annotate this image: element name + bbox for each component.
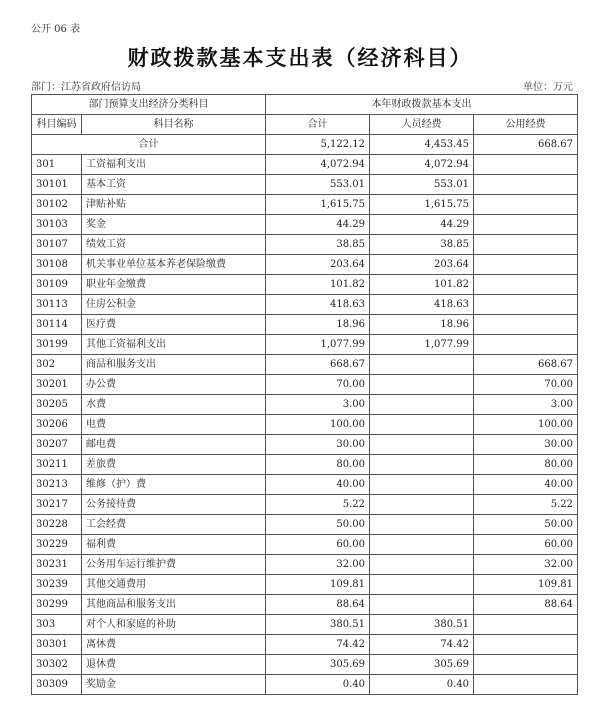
- row-name: 奖金: [82, 215, 266, 235]
- row-public: [474, 175, 578, 195]
- header-code: 科目编码: [32, 115, 82, 135]
- row-personnel: 1,077.99: [370, 335, 474, 355]
- row-public: 100.00: [474, 415, 578, 435]
- row-code: 30109: [32, 275, 82, 295]
- table-row: [32, 455, 578, 475]
- row-total: 203.64: [266, 255, 370, 275]
- row-code: 303: [32, 615, 82, 635]
- row-name: 津贴补贴: [82, 195, 266, 215]
- row-name: 职业年金缴费: [82, 275, 266, 295]
- row-public: [474, 655, 578, 675]
- row-public: 5.22: [474, 495, 578, 515]
- row-personnel: 4,072.94: [370, 155, 474, 175]
- row-public: [474, 315, 578, 335]
- row-code: 30211: [32, 455, 82, 475]
- row-public: 30.00: [474, 435, 578, 455]
- row-name: 住房公积金: [82, 295, 266, 315]
- table-row: [32, 635, 578, 655]
- header-group-right: 本年财政拨款基本支出: [266, 95, 578, 115]
- total-amount: 5,122.12: [266, 135, 370, 155]
- page-title: 财政拨款基本支出表（经济科目）: [127, 46, 473, 70]
- total-row: [32, 135, 578, 155]
- row-name: 商品和服务支出: [82, 355, 266, 375]
- row-public: [474, 635, 578, 655]
- row-code: 30301: [32, 635, 82, 655]
- row-personnel: 1,615.75: [370, 195, 474, 215]
- row-total: 668.67: [266, 355, 370, 375]
- row-public: [474, 235, 578, 255]
- row-name: 公务接待费: [82, 495, 266, 515]
- row-name: 基本工资: [82, 175, 266, 195]
- row-code: 30103: [32, 215, 82, 235]
- row-personnel: [370, 395, 474, 415]
- row-public: 3.00: [474, 395, 578, 415]
- total-label: 合计: [32, 135, 266, 155]
- row-code: 30205: [32, 395, 82, 415]
- table-row: [32, 215, 578, 235]
- row-public: [474, 275, 578, 295]
- header-personnel: 人员经费: [370, 115, 474, 135]
- row-name: 维修（护）费: [82, 475, 266, 495]
- table-row: [32, 535, 578, 555]
- header-total: 合计: [266, 115, 370, 135]
- row-total: 5.22: [266, 495, 370, 515]
- row-total: 1,077.99: [266, 335, 370, 355]
- row-public: 32.00: [474, 555, 578, 575]
- row-name: 对个人和家庭的补助: [82, 615, 266, 635]
- table-row: [32, 295, 578, 315]
- table-row: [32, 315, 578, 335]
- row-name: 邮电费: [82, 435, 266, 455]
- row-total: 70.00: [266, 375, 370, 395]
- row-total: 60.00: [266, 535, 370, 555]
- table-row: [32, 615, 578, 635]
- table-row: [32, 575, 578, 595]
- row-code: 30239: [32, 575, 82, 595]
- row-total: 109.81: [266, 575, 370, 595]
- total-public: 668.67: [474, 135, 578, 155]
- meta-row: [31, 78, 573, 92]
- row-public: [474, 615, 578, 635]
- row-code: 30201: [32, 375, 82, 395]
- table-row: [32, 595, 578, 615]
- row-public: 88.64: [474, 595, 578, 615]
- row-personnel: [370, 375, 474, 395]
- row-personnel: 101.82: [370, 275, 474, 295]
- row-total: 80.00: [266, 455, 370, 475]
- row-name: 差旅费: [82, 455, 266, 475]
- row-code: 30107: [32, 235, 82, 255]
- row-name: 机关事业单位基本养老保险缴费: [82, 255, 266, 275]
- row-personnel: 418.63: [370, 295, 474, 315]
- row-total: 1,615.75: [266, 195, 370, 215]
- table-row: [32, 375, 578, 395]
- row-code: 30206: [32, 415, 82, 435]
- row-code: 30309: [32, 675, 82, 695]
- header-group-left: 部门预算支出经济分类科目: [32, 95, 266, 115]
- row-name: 工资福利支出: [82, 155, 266, 175]
- row-code: 30231: [32, 555, 82, 575]
- row-name: 工会经费: [82, 515, 266, 535]
- row-personnel: 553.01: [370, 175, 474, 195]
- table-row: [32, 155, 578, 175]
- row-public: 50.00: [474, 515, 578, 535]
- row-code: 30229: [32, 535, 82, 555]
- row-code: 30302: [32, 655, 82, 675]
- table-row: [32, 655, 578, 675]
- row-personnel: 38.85: [370, 235, 474, 255]
- row-name: 其他工资福利支出: [82, 335, 266, 355]
- row-personnel: 74.42: [370, 635, 474, 655]
- row-public: [474, 195, 578, 215]
- row-personnel: 0.40: [370, 675, 474, 695]
- row-code: 30213: [32, 475, 82, 495]
- row-personnel: [370, 575, 474, 595]
- header-public: 公用经费: [474, 115, 578, 135]
- table-row: [32, 435, 578, 455]
- row-total: 418.63: [266, 295, 370, 315]
- row-total: 50.00: [266, 515, 370, 535]
- row-personnel: [370, 495, 474, 515]
- row-name: 公务用车运行维护费: [82, 555, 266, 575]
- table-row: [32, 175, 578, 195]
- row-total: 30.00: [266, 435, 370, 455]
- row-public: [474, 335, 578, 355]
- row-public: 668.67: [474, 355, 578, 375]
- row-total: 40.00: [266, 475, 370, 495]
- row-name: 绩效工资: [82, 235, 266, 255]
- row-total: 32.00: [266, 555, 370, 575]
- row-personnel: [370, 595, 474, 615]
- row-public: [474, 295, 578, 315]
- table-row: [32, 275, 578, 295]
- row-name: 福利费: [82, 535, 266, 555]
- document-code: 公开 06 表: [31, 24, 81, 35]
- row-public: [474, 675, 578, 695]
- table-row: [32, 555, 578, 575]
- header-column-row: [32, 115, 578, 135]
- total-personnel: 4,453.45: [370, 135, 474, 155]
- row-code: 30299: [32, 595, 82, 615]
- row-total: 74.42: [266, 635, 370, 655]
- row-personnel: [370, 555, 474, 575]
- row-total: 88.64: [266, 595, 370, 615]
- row-total: 3.00: [266, 395, 370, 415]
- table-row: [32, 355, 578, 375]
- header-group-row: [32, 95, 578, 115]
- table-row: [32, 475, 578, 495]
- row-personnel: [370, 415, 474, 435]
- row-total: 0.40: [266, 675, 370, 695]
- row-total: 380.51: [266, 615, 370, 635]
- row-code: 30101: [32, 175, 82, 195]
- row-public: [474, 255, 578, 275]
- row-personnel: [370, 515, 474, 535]
- row-total: 38.85: [266, 235, 370, 255]
- row-total: 100.00: [266, 415, 370, 435]
- row-personnel: 18.96: [370, 315, 474, 335]
- row-code: 30199: [32, 335, 82, 355]
- table-row: [32, 335, 578, 355]
- row-name: 其他商品和服务支出: [82, 595, 266, 615]
- row-total: 553.01: [266, 175, 370, 195]
- row-personnel: [370, 455, 474, 475]
- expenditure-table: [31, 94, 578, 695]
- row-personnel: [370, 535, 474, 555]
- row-total: 101.82: [266, 275, 370, 295]
- table-row: [32, 255, 578, 275]
- row-public: [474, 215, 578, 235]
- table-row: [32, 415, 578, 435]
- row-personnel: [370, 475, 474, 495]
- table-row: [32, 395, 578, 415]
- unit-label: 单位：万元: [523, 82, 573, 93]
- row-name: 离休费: [82, 635, 266, 655]
- row-public: 70.00: [474, 375, 578, 395]
- row-name: 医疗费: [82, 315, 266, 335]
- header-name: 科目名称: [82, 115, 266, 135]
- row-total: 4,072.94: [266, 155, 370, 175]
- row-personnel: [370, 435, 474, 455]
- row-code: 30207: [32, 435, 82, 455]
- row-code: 30113: [32, 295, 82, 315]
- row-code: 30102: [32, 195, 82, 215]
- row-code: 302: [32, 355, 82, 375]
- row-personnel: [370, 355, 474, 375]
- row-name: 退休费: [82, 655, 266, 675]
- row-public: [474, 155, 578, 175]
- row-public: 109.81: [474, 575, 578, 595]
- row-public: 80.00: [474, 455, 578, 475]
- row-personnel: 44.29: [370, 215, 474, 235]
- row-total: 305.69: [266, 655, 370, 675]
- row-name: 奖励金: [82, 675, 266, 695]
- row-total: 18.96: [266, 315, 370, 335]
- table-row: [32, 495, 578, 515]
- table-row: [32, 195, 578, 215]
- row-code: 301: [32, 155, 82, 175]
- department-label: 部门：江苏省政府信访局: [31, 82, 141, 93]
- row-personnel: 305.69: [370, 655, 474, 675]
- row-code: 30228: [32, 515, 82, 535]
- row-code: 30114: [32, 315, 82, 335]
- row-public: 60.00: [474, 535, 578, 555]
- row-code: 30108: [32, 255, 82, 275]
- table-body: [32, 95, 578, 695]
- row-total: 44.29: [266, 215, 370, 235]
- row-name: 其他交通费用: [82, 575, 266, 595]
- row-personnel: 203.64: [370, 255, 474, 275]
- table-row: [32, 235, 578, 255]
- row-personnel: 380.51: [370, 615, 474, 635]
- row-name: 水费: [82, 395, 266, 415]
- table-row: [32, 515, 578, 535]
- row-code: 30217: [32, 495, 82, 515]
- row-name: 电费: [82, 415, 266, 435]
- table-row: [32, 675, 578, 695]
- row-name: 办公费: [82, 375, 266, 395]
- row-public: 40.00: [474, 475, 578, 495]
